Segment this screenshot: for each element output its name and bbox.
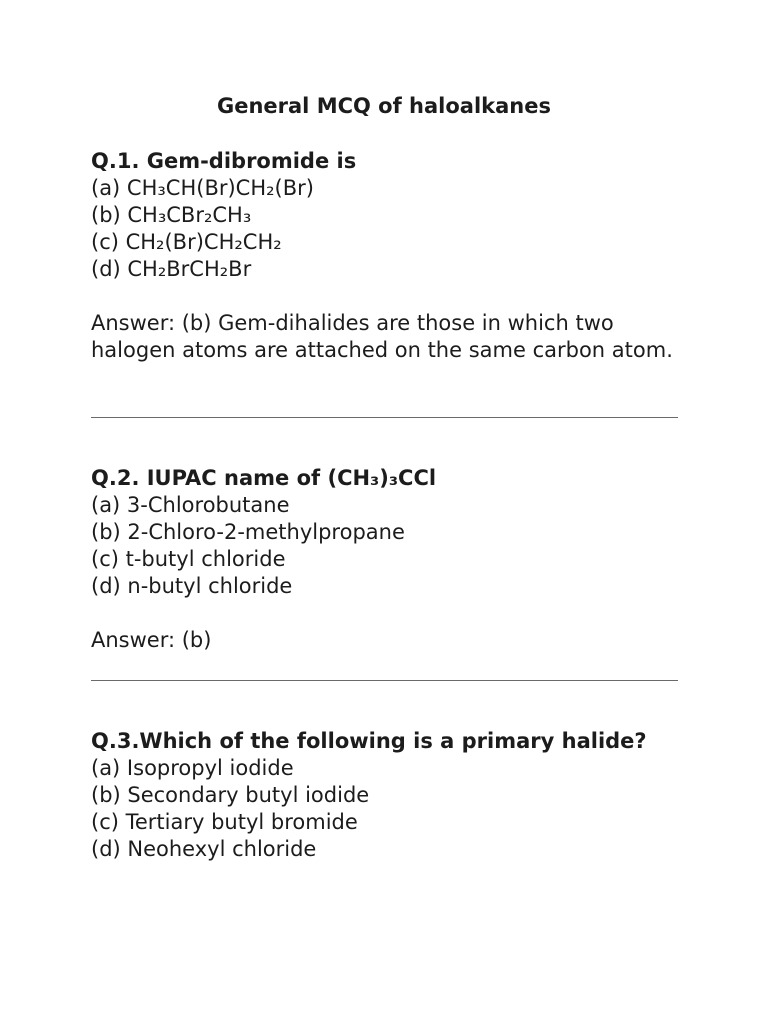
option-d: (d) CH₂BrCH₂Br <box>91 257 252 281</box>
answer-text: Answer: (b) <box>91 628 212 652</box>
section-divider <box>91 417 678 418</box>
answer-text: Answer: (b) Gem-dihalides are those in which two halogen atoms are attached on the same carbon atom. <box>91 311 673 362</box>
option-a: (a) CH₃CH(Br)CH₂(Br) <box>91 176 314 200</box>
option-b: (b) CH₃CBr₂CH₃ <box>91 203 252 227</box>
question-block-3 <box>91 728 679 863</box>
question-heading: Q.2. IUPAC name of (CH₃)₃CCl <box>91 466 437 490</box>
option-d: (d) n-butyl chloride <box>91 574 293 598</box>
option-a: (a) 3-Chlorobutane <box>91 493 290 517</box>
question-block-1 <box>91 148 679 364</box>
question-block-2 <box>91 465 679 654</box>
option-d: (d) Neohexyl chloride <box>91 837 317 861</box>
option-c: (c) Tertiary butyl bromide <box>91 810 358 834</box>
question-heading: Q.1. Gem-dibromide is <box>91 149 357 173</box>
option-b: (b) Secondary butyl iodide <box>91 783 370 807</box>
question-heading: Q.3.Which of the following is a primary halide? <box>91 729 647 753</box>
section-divider <box>91 680 678 681</box>
option-b: (b) 2-Chloro-2-methylpropane <box>91 520 405 544</box>
option-c: (c) t-butyl chloride <box>91 547 286 571</box>
option-a: (a) Isopropyl iodide <box>91 756 294 780</box>
document-title: General MCQ of haloalkanes <box>216 94 551 118</box>
option-c: (c) CH₂(Br)CH₂CH₂ <box>91 230 282 254</box>
